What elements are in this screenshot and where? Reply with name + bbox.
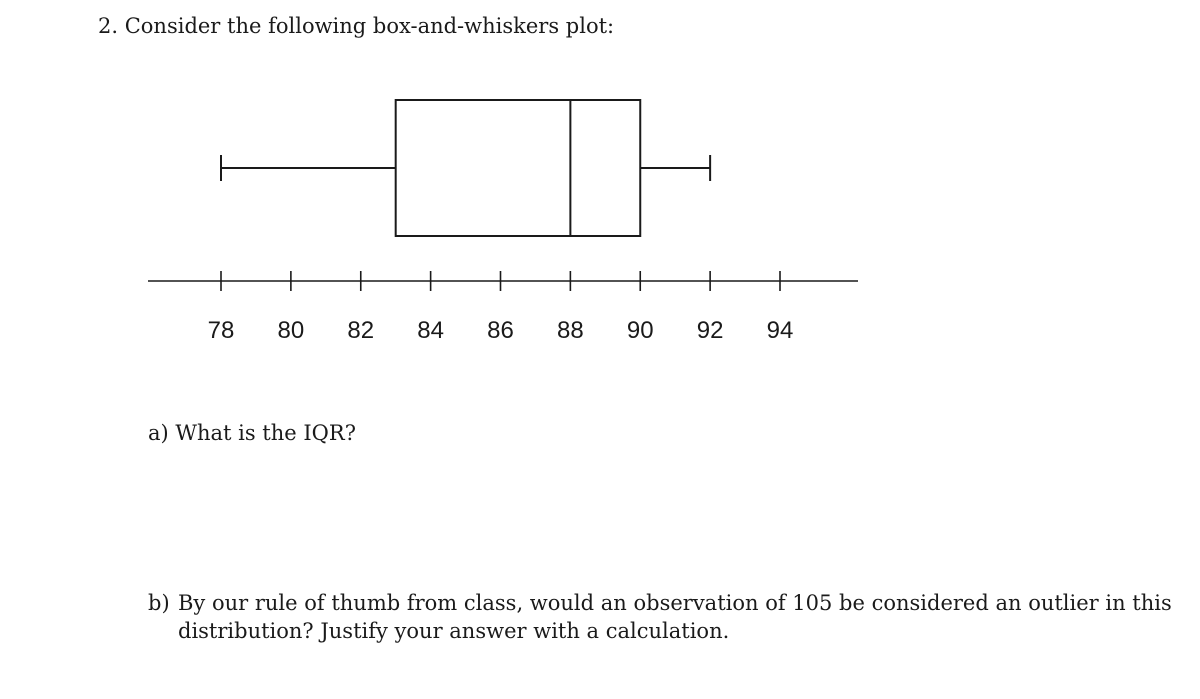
part-b-line-2: distribution? Justify your answer with a calculation. (178, 619, 730, 643)
tick-label: 90 (626, 317, 654, 344)
box-and-whisker (221, 100, 710, 236)
question-part-a: a) What is the IQR? (148, 421, 356, 445)
number-line (148, 271, 858, 344)
tick-label: 78 (207, 317, 235, 344)
tick-label: 84 (417, 317, 444, 344)
tick-label: 88 (557, 317, 584, 344)
iqr-box (396, 100, 641, 236)
question-title: 2. Consider the following box-and-whiskers plot: (98, 14, 615, 38)
tick-label: 86 (487, 317, 514, 344)
part-b-line-1: By our rule of thumb from class, would an observation of 105 be considered an outlier in this (178, 591, 1172, 615)
tick-label: 82 (347, 317, 375, 344)
tick-label: 92 (696, 317, 724, 344)
tick-label: 94 (766, 317, 794, 344)
part-b-label: b) (148, 591, 170, 615)
tick-label: 80 (277, 317, 305, 344)
question-part-b (148, 589, 1178, 645)
